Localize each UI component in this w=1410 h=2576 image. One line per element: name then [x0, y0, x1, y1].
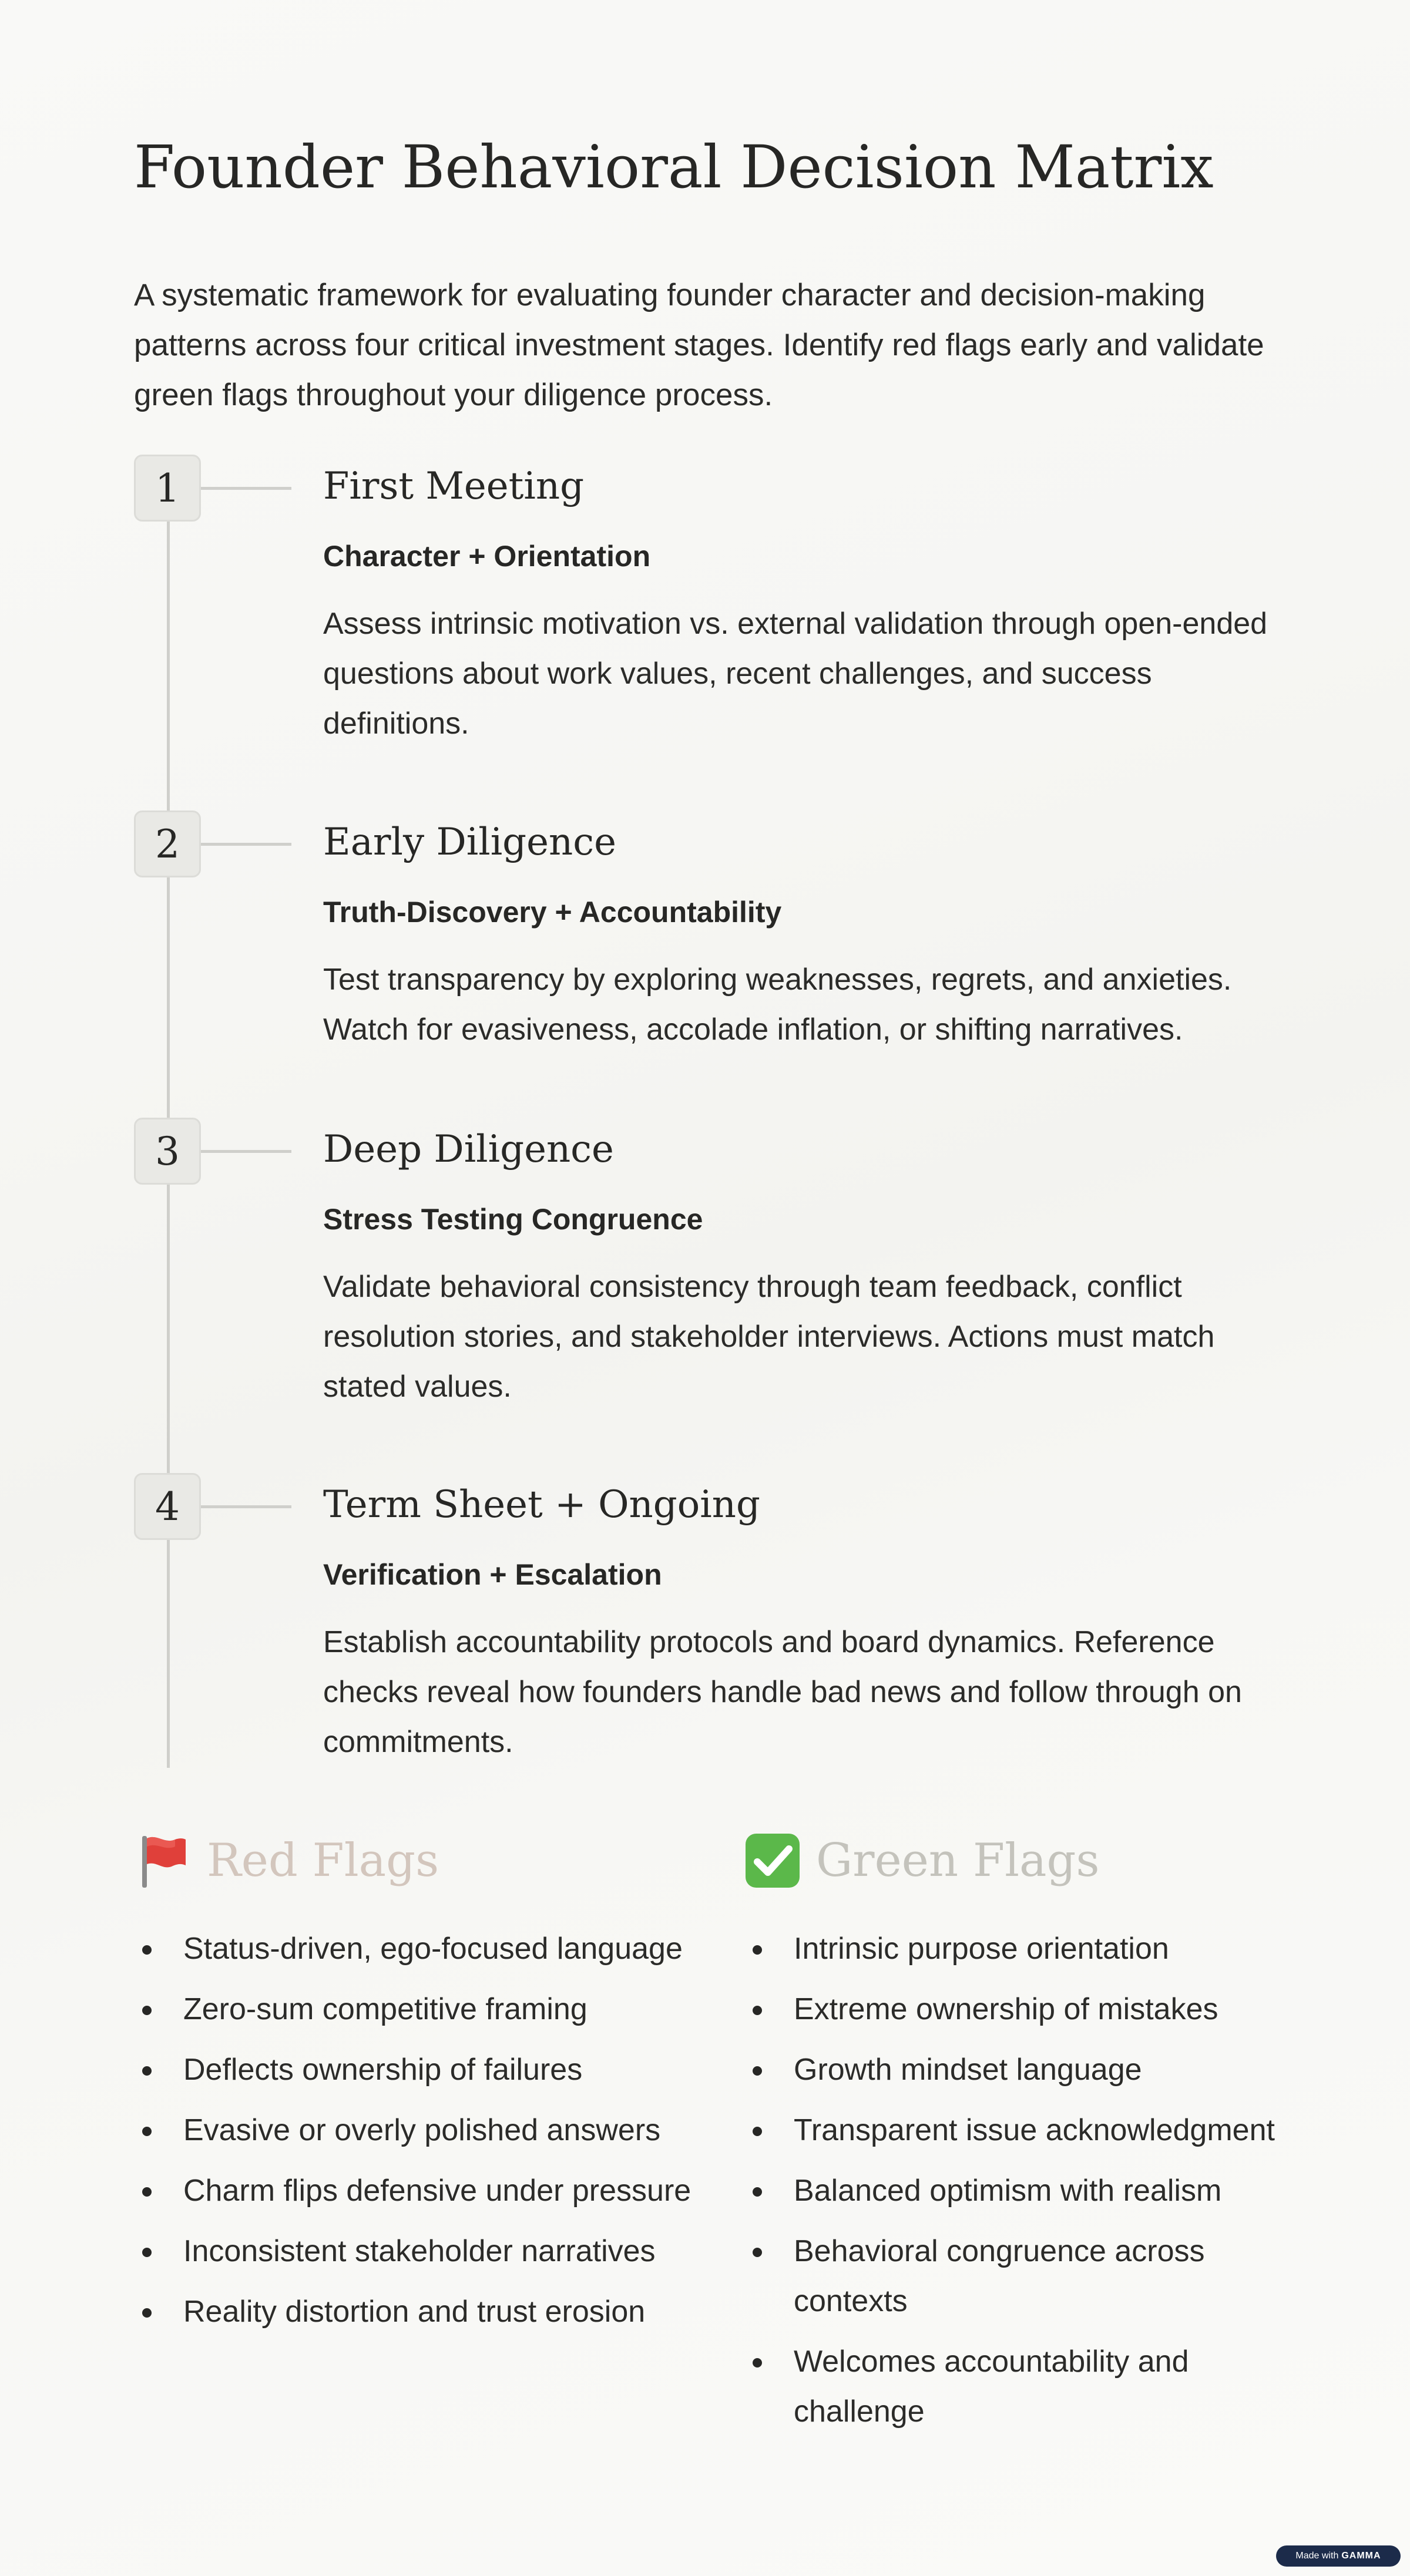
list-item: Balanced optimism with realism [744, 2166, 1308, 2216]
badge-brand: GAMMA [1341, 2551, 1381, 2561]
stage-description: Assess intrinsic motivation vs. external validation through open-ended questions about work values, recent challenges, and success definitions. [323, 607, 1268, 741]
stage-title: Term Sheet + Ongoing [323, 1483, 760, 1526]
stage-connector [201, 1150, 291, 1153]
list-item: Zero-sum competitive framing [134, 1985, 698, 2034]
list-item: Evasive or overly polished answers [134, 2106, 698, 2155]
list-item: Behavioral congruence across contexts [744, 2227, 1308, 2326]
badge-prefix: Made with [1295, 2551, 1339, 2561]
page-title: Founder Behavioral Decision Matrix [134, 133, 1214, 201]
list-item: Extreme ownership of mistakes [744, 1985, 1308, 2034]
stage-connector [201, 487, 291, 490]
green-check-icon [743, 1831, 802, 1890]
intro-paragraph: A systematic framework for evaluating founder character and decision-making patterns across four critical investment stages. Identify red flags early and validate green flags throughout your diligence process. [134, 278, 1264, 412]
red-flags-heading [134, 1831, 439, 1890]
stage-title: Early Diligence [323, 820, 616, 864]
stage-subtitle: Verification + Escalation [323, 1558, 662, 1591]
stage-subtitle: Truth-Discovery + Accountability [323, 896, 782, 929]
stage-title: First Meeting [323, 465, 585, 508]
green-flags-heading-text: Green Flags [816, 1834, 1100, 1887]
stage-description: Validate behavioral consistency through team feedback, conflict resolution stories, and stakeholder interviews. Actions must match stated values. [323, 1270, 1215, 1404]
stage-connector [201, 843, 291, 846]
stage-description: Test transparency by exploring weaknesses, regrets, and anxieties. Watch for evasiveness, accolade inflation, or shifting narratives. [323, 963, 1232, 1047]
stage-description: Establish accountability protocols and board dynamics. Reference checks reveal how founders handle bad news and follow through on commitments. [323, 1625, 1242, 1759]
stage-connector [201, 1505, 291, 1508]
stage-number-badge: 3 [134, 1118, 201, 1185]
stage-title: Deep Diligence [323, 1128, 614, 1171]
red-flags-heading-text: Red Flags [207, 1834, 439, 1887]
stage-number-badge: 2 [134, 811, 201, 877]
list-item: Deflects ownership of failures [134, 2045, 698, 2095]
list-item: Charm flips defensive under pressure [134, 2166, 698, 2216]
green-flags-heading [743, 1831, 1099, 1890]
stage-subtitle: Character + Orientation [323, 540, 651, 573]
list-item: Status-driven, ego-focused language [134, 1924, 698, 1974]
green-flags-list [744, 1924, 1308, 2447]
stage-number-badge: 1 [134, 455, 201, 522]
list-item: Transparent issue acknowledgment [744, 2106, 1308, 2155]
list-item: Welcomes accountability and challenge [744, 2337, 1308, 2437]
list-item: Reality distortion and trust erosion [134, 2287, 698, 2337]
stage-subtitle: Stress Testing Congruence [323, 1203, 703, 1236]
list-item: Intrinsic purpose orientation [744, 1924, 1308, 1974]
made-with-gamma-badge[interactable] [1276, 2545, 1401, 2567]
list-item: Growth mindset language [744, 2045, 1308, 2095]
red-flags-list [134, 1924, 698, 2348]
stage-number-badge: 4 [134, 1473, 201, 1540]
red-flag-icon [134, 1831, 193, 1890]
list-item: Inconsistent stakeholder narratives [134, 2227, 698, 2276]
